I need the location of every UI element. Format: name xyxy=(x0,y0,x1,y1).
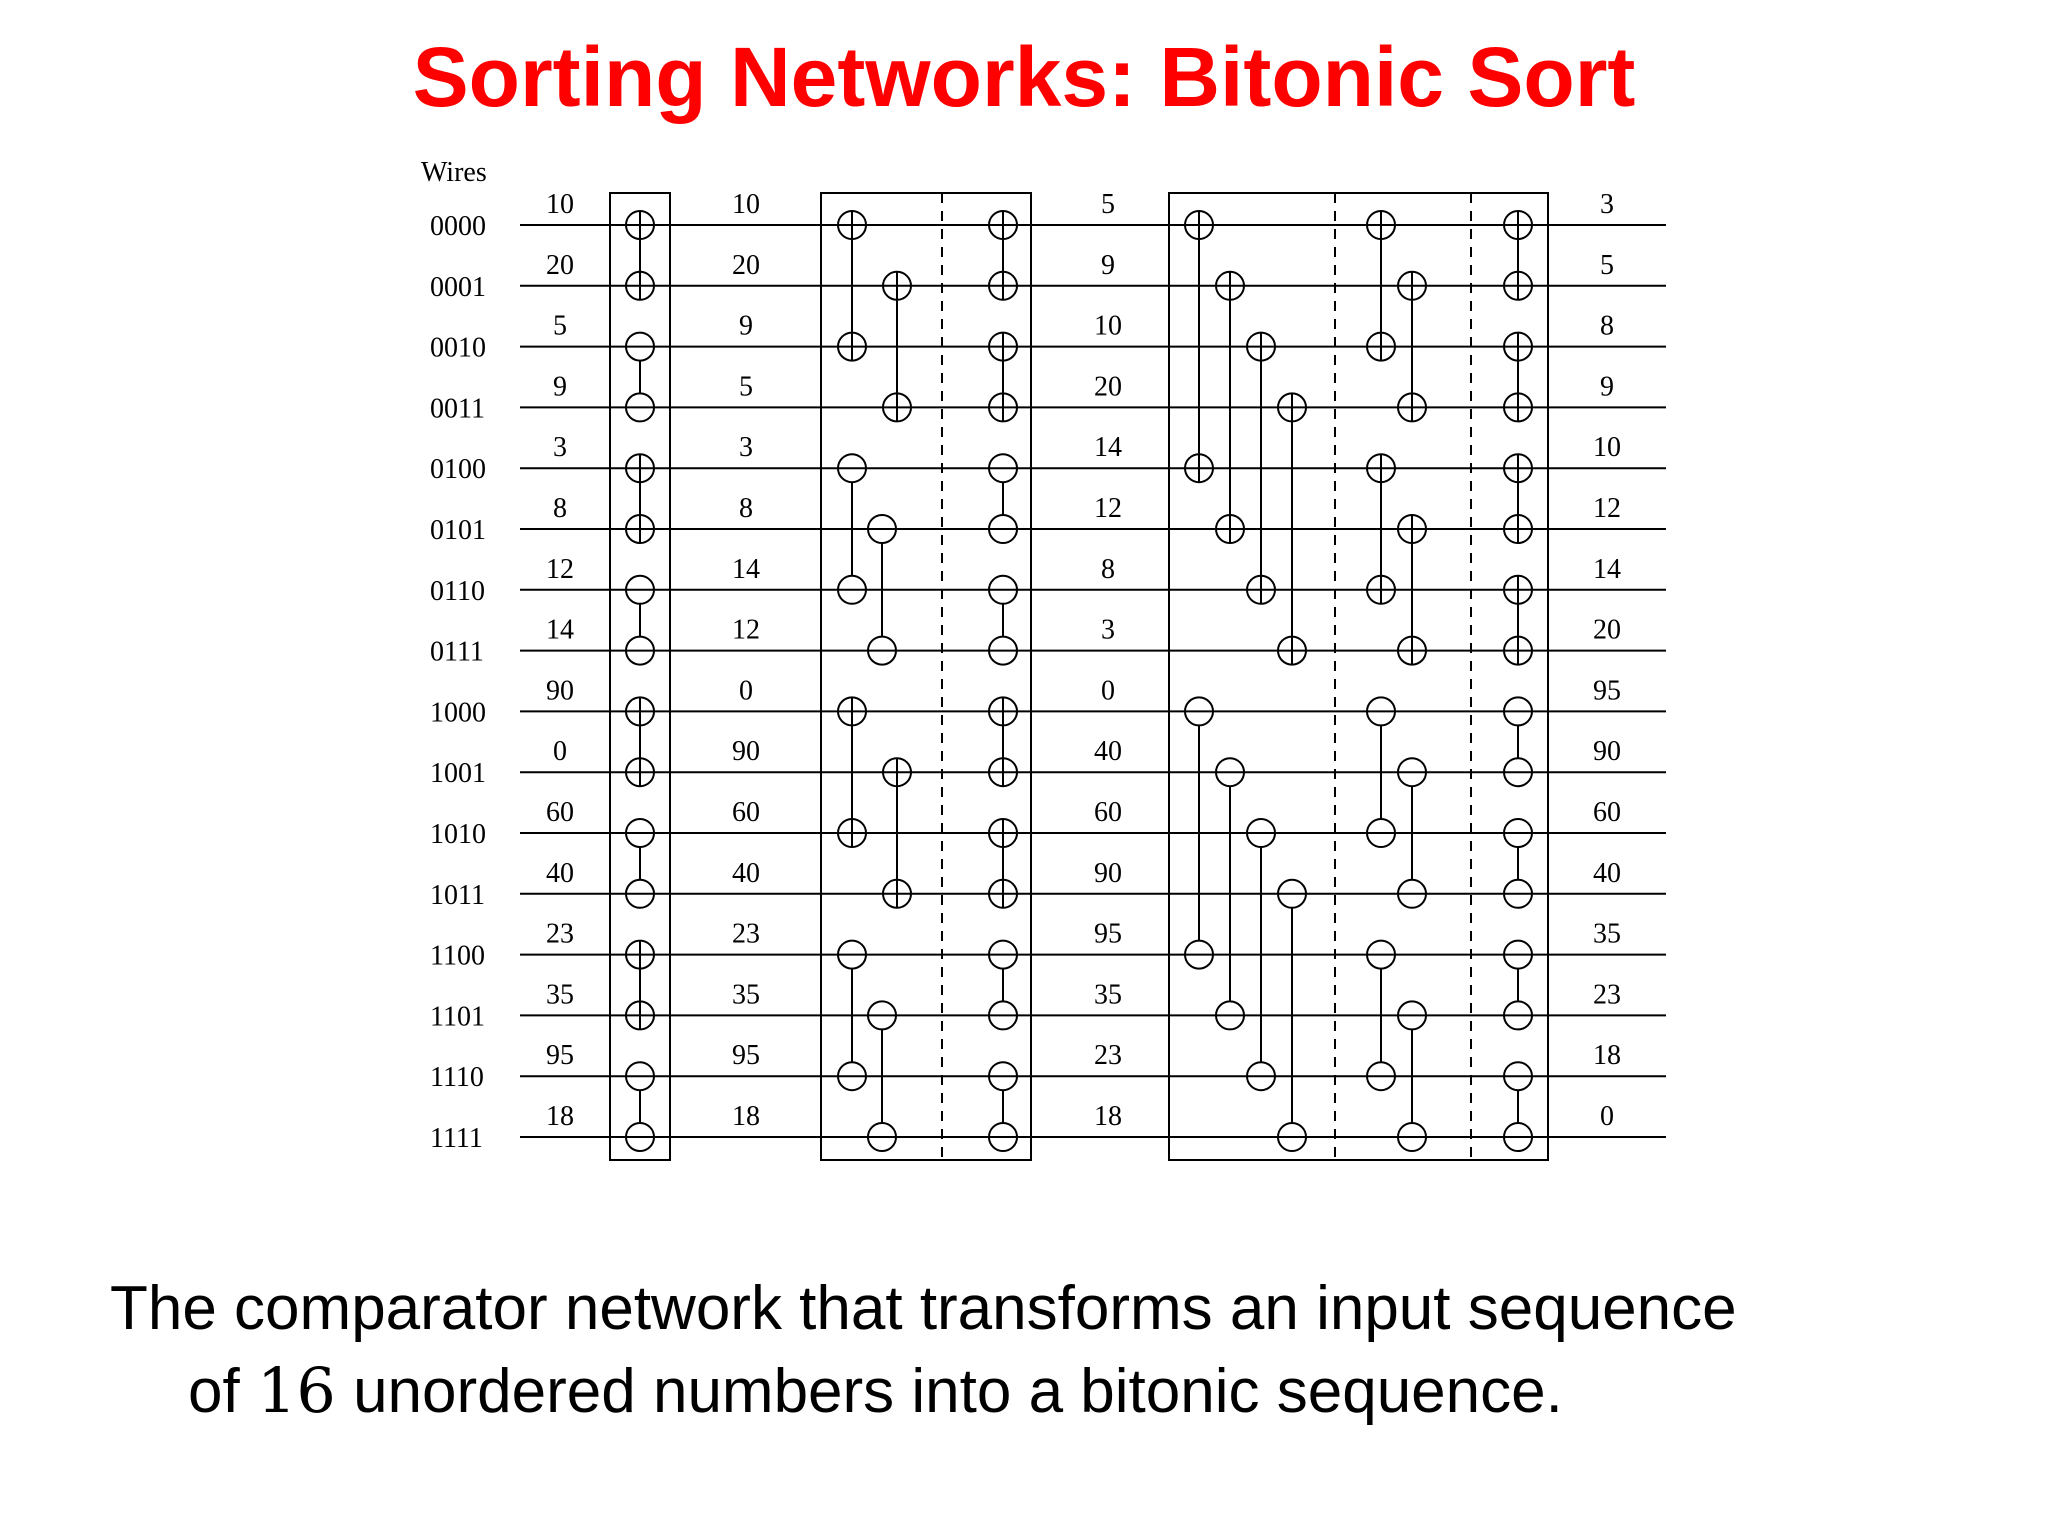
value-label: 12 xyxy=(1593,493,1621,524)
wire-address-label: 0110 xyxy=(430,575,485,607)
value-label: 10 xyxy=(1593,432,1621,464)
value-label: 20 xyxy=(732,249,760,281)
wire-address-label: 0000 xyxy=(430,211,486,242)
wire-address-label: 1101 xyxy=(430,1001,485,1033)
value-label: 0 xyxy=(1101,675,1115,707)
comparators xyxy=(626,211,1532,1151)
caption-line-1: The comparator network that transforms an input sequence xyxy=(110,1274,1737,1343)
value-label: 40 xyxy=(1094,736,1122,768)
value-label: 95 xyxy=(546,1040,574,1072)
value-label: 0 xyxy=(1600,1101,1614,1132)
value-label: 8 xyxy=(1600,310,1614,342)
value-label: 18 xyxy=(1593,1040,1621,1072)
value-label: 90 xyxy=(546,675,574,707)
value-label: 23 xyxy=(1094,1040,1122,1072)
value-label: 10 xyxy=(546,189,574,220)
value-label: 95 xyxy=(732,1040,760,1072)
value-label: 18 xyxy=(1094,1101,1122,1132)
value-label: 95 xyxy=(1593,675,1621,707)
comparator-decreasing xyxy=(626,333,654,422)
wire-address-labels xyxy=(430,211,486,1154)
wires-header: Wires xyxy=(421,157,487,188)
value-label: 10 xyxy=(732,189,760,220)
comparator-increasing xyxy=(1504,211,1532,300)
wire-address-label: 1001 xyxy=(430,758,486,790)
value-label: 9 xyxy=(739,310,753,342)
comparator-increasing xyxy=(989,697,1017,786)
value-label: 90 xyxy=(1094,857,1122,889)
caption-line-2-prefix: of xyxy=(188,1357,257,1426)
comparator-increasing xyxy=(1504,454,1532,543)
wire-address-label: 0101 xyxy=(430,515,486,546)
wire-address-label: 1100 xyxy=(430,940,485,972)
comparator-decreasing xyxy=(989,454,1017,543)
comparator-increasing xyxy=(1504,576,1532,665)
value-label: 14 xyxy=(732,553,760,585)
value-label: 40 xyxy=(1593,857,1621,889)
wire-lines xyxy=(520,225,1666,1137)
wire-address-label: 0010 xyxy=(430,332,486,364)
value-label: 12 xyxy=(546,553,574,585)
value-label: 12 xyxy=(1094,493,1122,524)
comparator-increasing xyxy=(1504,333,1532,422)
value-label: 3 xyxy=(739,432,753,464)
value-label: 23 xyxy=(546,918,574,950)
value-label: 10 xyxy=(1094,310,1122,342)
value-label: 5 xyxy=(553,310,567,342)
slide-title: Sorting Networks: Bitonic Sort xyxy=(412,30,1636,124)
value-label: 35 xyxy=(546,979,574,1011)
value-label: 18 xyxy=(732,1101,760,1132)
value-label: 18 xyxy=(546,1101,574,1132)
caption xyxy=(110,1268,1990,1433)
value-label: 9 xyxy=(1600,371,1614,403)
comparator-increasing xyxy=(989,819,1017,908)
comparator-decreasing xyxy=(626,576,654,665)
value-label: 35 xyxy=(1593,918,1621,950)
value-label: 9 xyxy=(1101,249,1115,281)
value-label: 14 xyxy=(1593,553,1621,585)
value-label: 60 xyxy=(1593,797,1621,828)
wire-address-label: 1011 xyxy=(430,879,485,911)
comparator-decreasing xyxy=(1504,1062,1532,1151)
comparator-decreasing xyxy=(989,576,1017,665)
value-label: 14 xyxy=(546,614,574,646)
value-label: 40 xyxy=(732,857,760,889)
wire-address-label: 0011 xyxy=(430,393,485,425)
wire-address-label: 1000 xyxy=(430,697,486,729)
value-label: 20 xyxy=(546,249,574,281)
comparator-decreasing xyxy=(1504,819,1532,908)
value-label: 60 xyxy=(546,797,574,828)
wire-address-label: 0001 xyxy=(430,271,486,303)
value-label: 40 xyxy=(546,857,574,889)
value-label: 3 xyxy=(1101,614,1115,646)
comparator-decreasing xyxy=(626,1062,654,1151)
caption-line-2 xyxy=(110,1350,1990,1433)
comparator-increasing xyxy=(989,211,1017,300)
value-label: 20 xyxy=(1593,614,1621,646)
comparator-increasing xyxy=(626,454,654,543)
value-label: 5 xyxy=(739,371,753,403)
comparator-decreasing xyxy=(626,819,654,908)
value-label: 14 xyxy=(1094,432,1122,464)
comparator-increasing xyxy=(626,211,654,300)
comparator-increasing xyxy=(989,333,1017,422)
value-labels xyxy=(546,189,1621,1132)
comparator-decreasing xyxy=(989,941,1017,1030)
value-label: 9 xyxy=(553,371,567,403)
caption-line-2-suffix: unordered numbers into a bitonic sequence. xyxy=(335,1357,1563,1426)
caption-number: 16 xyxy=(256,1354,336,1427)
wire-address-label: 0100 xyxy=(430,454,486,486)
value-label: 8 xyxy=(1101,553,1115,585)
value-label: 60 xyxy=(732,797,760,828)
comparator-decreasing xyxy=(1504,697,1532,786)
value-label: 90 xyxy=(732,736,760,768)
value-label: 20 xyxy=(1094,371,1122,403)
wire-address-label: 1110 xyxy=(430,1062,484,1094)
value-label: 5 xyxy=(1600,249,1614,281)
comparator-increasing xyxy=(626,941,654,1030)
wire-address-label: 1111 xyxy=(430,1123,483,1154)
value-label: 60 xyxy=(1094,797,1122,828)
value-label: 3 xyxy=(553,432,567,464)
value-label: 0 xyxy=(739,675,753,707)
comparator-decreasing xyxy=(989,1062,1017,1151)
value-label: 90 xyxy=(1593,736,1621,768)
wire-address-label: 1010 xyxy=(430,819,486,850)
comparator-increasing xyxy=(626,697,654,786)
value-label: 35 xyxy=(732,979,760,1011)
value-label: 95 xyxy=(1094,918,1122,950)
value-label: 3 xyxy=(1600,189,1614,220)
wire-address-label: 0111 xyxy=(430,636,484,668)
value-label: 23 xyxy=(732,918,760,950)
value-label: 35 xyxy=(1094,979,1122,1011)
value-label: 12 xyxy=(732,614,760,646)
value-label: 0 xyxy=(553,736,567,768)
comparator-decreasing xyxy=(1504,941,1532,1030)
value-label: 8 xyxy=(739,493,753,524)
value-label: 5 xyxy=(1101,189,1115,220)
value-label: 8 xyxy=(553,493,567,524)
value-label: 23 xyxy=(1593,979,1621,1011)
